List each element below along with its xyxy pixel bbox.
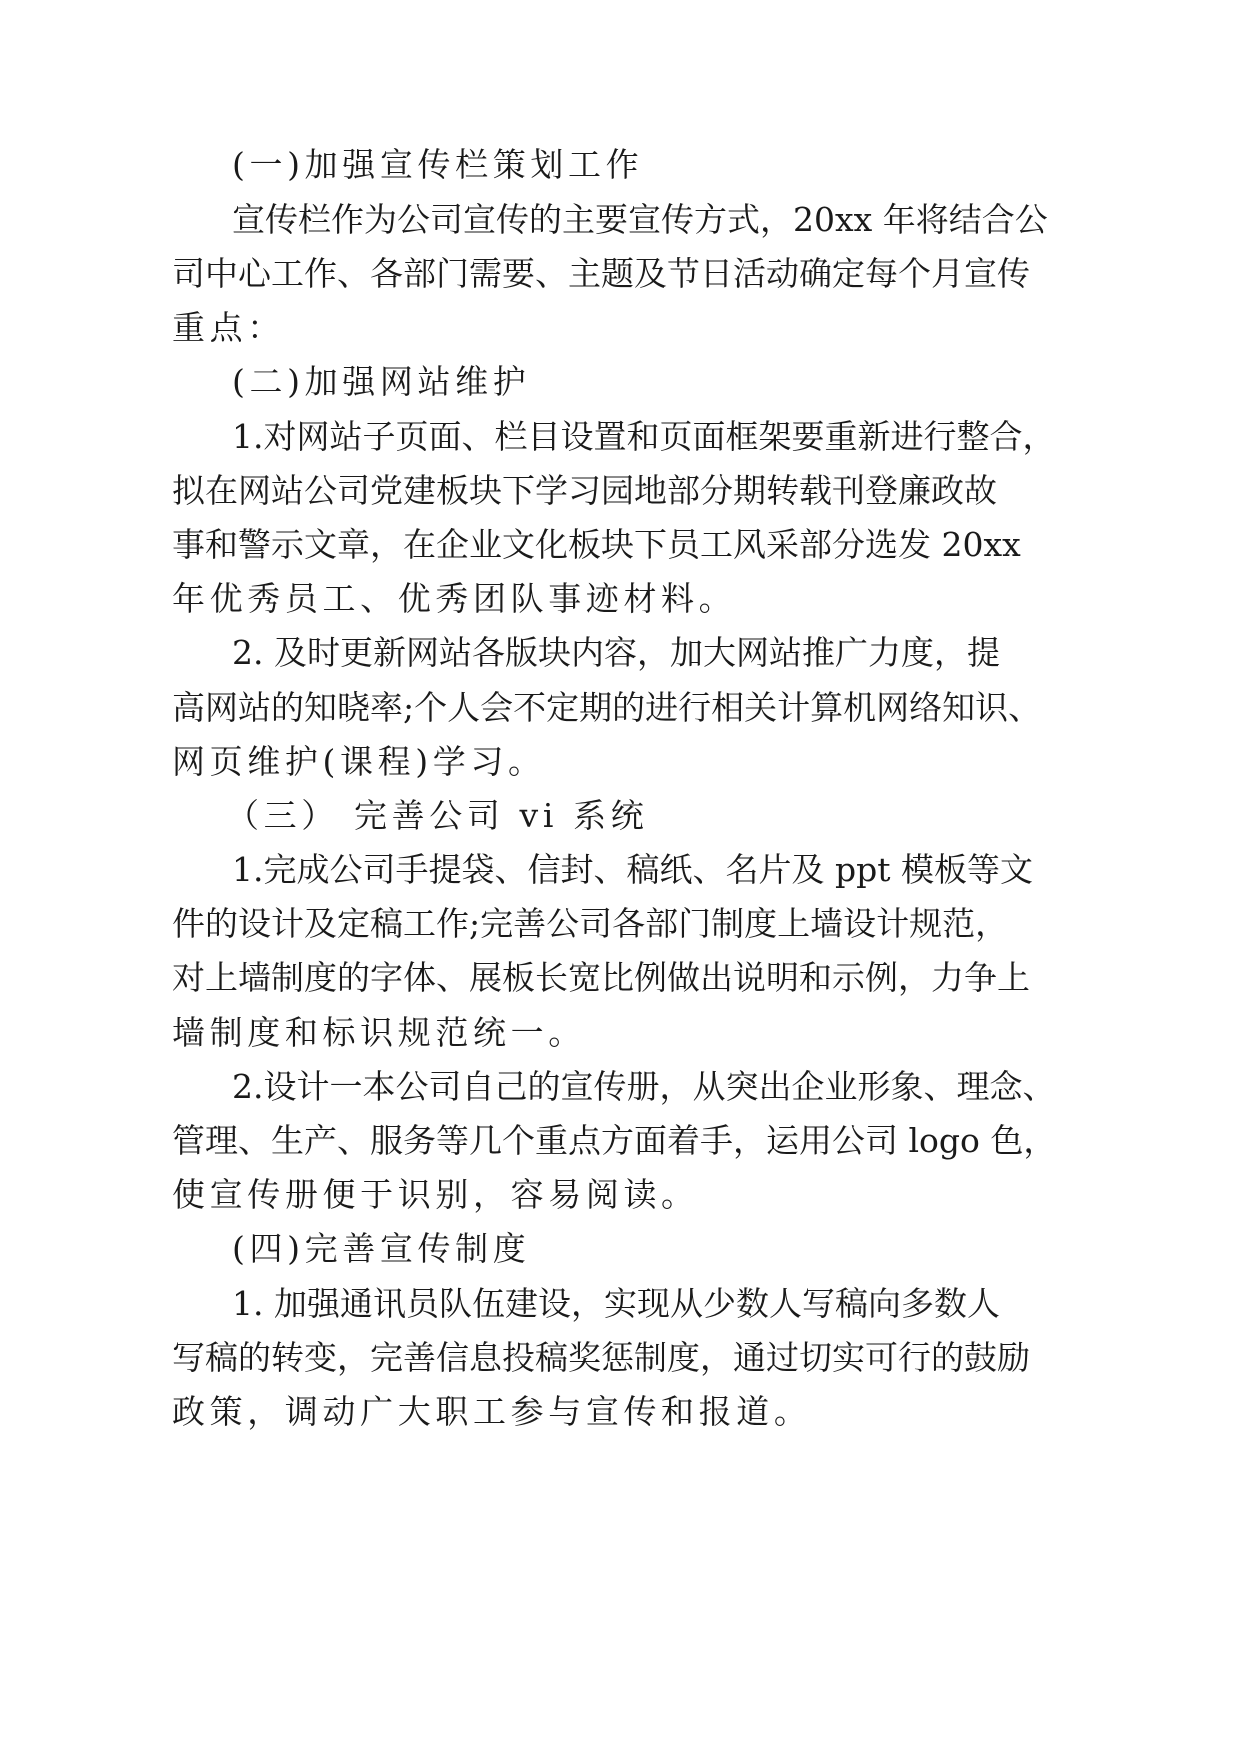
paragraph-line: 1.完成公司手提袋、信封、稿纸、名片及 ppt 模板等文 <box>232 850 1033 889</box>
paragraph-line: 高网站的知晓率;个人会不定期的进行相关计算机网络知识、 <box>172 688 1042 727</box>
paragraph-line: 1.对网站子页面、栏目设置和页面框架要重新进行整合， <box>232 417 1056 456</box>
paragraph-line: 重点： <box>172 308 285 347</box>
paragraph-line: 网页维护(课程)学习。 <box>172 742 546 781</box>
paragraph-line: 对上墙制度的字体、展板长宽比例做出说明和示例，力争上 <box>172 958 1030 997</box>
paragraph-line: 2.设计一本公司自己的宣传册，从突出企业形象、理念、 <box>232 1067 1056 1106</box>
paragraph-line: 2. 及时更新网站各版块内容，加大网站推广力度，提 <box>232 633 1000 672</box>
section-heading-1: (一)加强宣传栏策划工作 <box>232 145 644 184</box>
paragraph-line: 司中心工作、各部门需要、主题及节日活动确定每个月宣传 <box>172 254 1030 293</box>
section-heading-4: (四)完善宣传制度 <box>232 1229 531 1268</box>
section-heading-2: (二)加强网站维护 <box>232 362 531 401</box>
paragraph-line: 拟在网站公司党建板块下学习园地部分期转载刊登廉政故 <box>172 471 997 510</box>
paragraph-line: 使宣传册便于识别，容易阅读。 <box>172 1175 699 1214</box>
paragraph-line: 年优秀员工、优秀团队事迹材料。 <box>172 579 737 618</box>
paragraph-line: 墙制度和标识规范统一。 <box>172 1013 586 1052</box>
paragraph-line: 写稿的转变，完善信息投稿奖惩制度，通过切实可行的鼓励 <box>172 1338 1030 1377</box>
paragraph-line: 宣传栏作为公司宣传的主要宣传方式，20xx 年将结合公 <box>232 200 1048 239</box>
paragraph-line: 事和警示文章，在企业文化板块下员工风采部分选发 20xx <box>172 525 1021 564</box>
paragraph-line: 管理、生产、服务等几个重点方面着手，运用公司 logo 色， <box>172 1121 1057 1160</box>
section-heading-3: （三） 完善公司 vi 系统 <box>226 796 649 835</box>
paragraph-line: 1. 加强通讯员队伍建设，实现从少数人写稿向多数人 <box>232 1284 1000 1323</box>
paragraph-line: 件的设计及定稿工作;完善公司各部门制度上墙设计规范， <box>172 904 1009 943</box>
paragraph-line: 政策，调动广大职工参与宣传和报道。 <box>172 1392 812 1431</box>
